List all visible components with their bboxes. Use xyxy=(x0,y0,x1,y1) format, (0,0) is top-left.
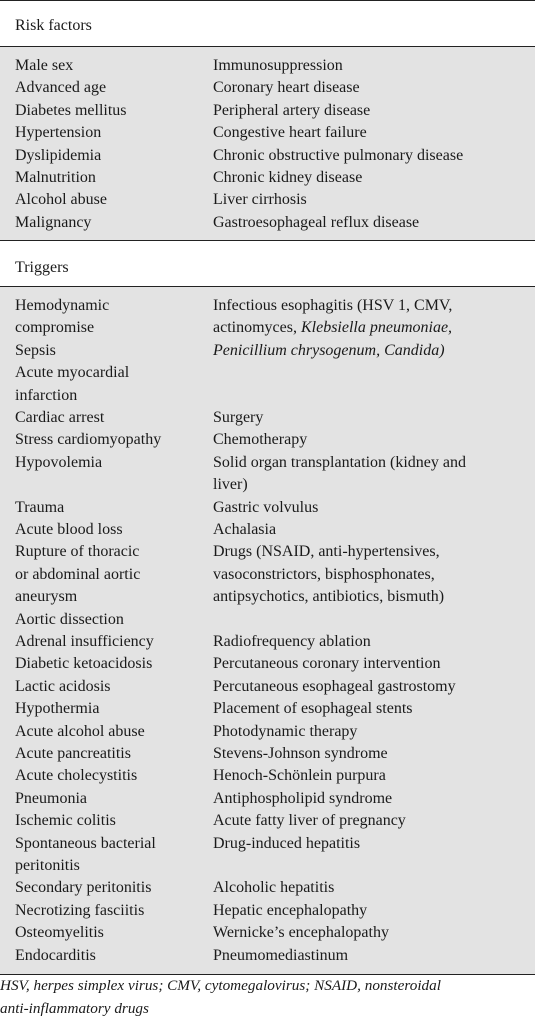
trigger-right xyxy=(213,765,528,787)
trigger-left xyxy=(15,810,205,832)
trigger-left-line: Adrenal insufficiency xyxy=(15,631,205,653)
trigger-left-line: Spontaneous bacterial xyxy=(15,833,205,855)
trigger-left xyxy=(15,900,205,922)
top-rule xyxy=(0,0,535,1)
trigger-left xyxy=(15,765,205,787)
trigger-left-line: infarction xyxy=(15,385,205,407)
trigger-right-line: Alcoholic hepatitis xyxy=(213,877,528,899)
trigger-left-line: aneurysm xyxy=(15,586,205,608)
trigger-right-line: Pneumomediastinum xyxy=(213,945,528,967)
trigger-right-line: Antiphospholipid syndrome xyxy=(213,788,528,810)
trigger-left xyxy=(15,497,205,519)
trigger-left xyxy=(15,631,205,653)
trigger-right-line: antipsychotics, antibiotics, bismuth) xyxy=(213,586,528,608)
trigger-right xyxy=(213,429,528,451)
trigger-right-line: Stevens-Johnson syndrome xyxy=(213,743,528,765)
trigger-left-line: Ischemic colitis xyxy=(15,810,205,832)
risk-factor-right: Congestive heart failure xyxy=(213,122,528,144)
trigger-right xyxy=(213,810,528,832)
trigger-left-line: Rupture of thoracic xyxy=(15,541,205,563)
trigger-right xyxy=(213,497,528,519)
trigger-left-line: Acute alcohol abuse xyxy=(15,721,205,743)
risk-factor-left: Advanced age xyxy=(15,77,205,99)
risk-factor-right: Chronic obstructive pulmonary disease xyxy=(213,145,528,167)
trigger-left xyxy=(15,429,205,451)
trigger-left-line: Necrotizing fasciitis xyxy=(15,900,205,922)
trigger-left xyxy=(15,541,205,631)
trigger-left-line: Acute cholecystitis xyxy=(15,765,205,787)
triggers-body xyxy=(0,287,535,974)
trigger-left xyxy=(15,295,205,407)
risk-factors-body xyxy=(0,47,535,240)
risk-factor-right: Peripheral artery disease xyxy=(213,100,528,122)
trigger-right xyxy=(213,877,528,899)
trigger-left xyxy=(15,519,205,541)
trigger-left xyxy=(15,676,205,698)
risk-factor-left: Hypertension xyxy=(15,122,205,144)
trigger-left xyxy=(15,721,205,743)
trigger-right-line: Gastric volvulus xyxy=(213,497,528,519)
trigger-left xyxy=(15,743,205,765)
trigger-right xyxy=(213,452,528,497)
trigger-right-line: Surgery xyxy=(213,407,528,429)
trigger-right-line: Hepatic encephalopathy xyxy=(213,900,528,922)
trigger-left-line: Cardiac arrest xyxy=(15,407,205,429)
risk-factor-left: Diabetes mellitus xyxy=(15,100,205,122)
trigger-right xyxy=(213,676,528,698)
trigger-right-line: Wernicke’s encephalopathy xyxy=(213,922,528,944)
footnote-line: HSV, herpes simplex virus; CMV, cytomegalovirus; NSAID, nonsteroidal xyxy=(0,975,535,998)
trigger-right-line: Henoch-Schönlein purpura xyxy=(213,765,528,787)
trigger-left-line: Aortic dissection xyxy=(15,609,205,631)
risk-factor-right: Gastroesophageal reflux disease xyxy=(213,212,528,234)
trigger-left-line: Trauma xyxy=(15,497,205,519)
trigger-right-line: Percutaneous esophageal gastrostomy xyxy=(213,676,528,698)
trigger-right-line: Solid organ transplantation (kidney and xyxy=(213,452,528,474)
trigger-right-line: actinomyces, Klebsiella pneumoniae, xyxy=(213,317,528,339)
risk-factor-left: Male sex xyxy=(15,55,205,77)
trigger-right xyxy=(213,407,528,429)
footnote-line: anti-inflammatory drugs xyxy=(0,998,535,1020)
trigger-left-line: Secondary peritonitis xyxy=(15,877,205,899)
trigger-left xyxy=(15,653,205,675)
trigger-right xyxy=(213,833,528,855)
trigger-left-line: Lactic acidosis xyxy=(15,676,205,698)
table-footnote xyxy=(0,975,535,1020)
trigger-left-line: Stress cardiomyopathy xyxy=(15,429,205,451)
trigger-right xyxy=(213,295,528,362)
trigger-right-line: Drugs (NSAID, anti-hypertensives, xyxy=(213,541,528,563)
risk-factor-right: Chronic kidney disease xyxy=(213,167,528,189)
trigger-left xyxy=(15,833,205,878)
trigger-left-line: compromise xyxy=(15,317,205,339)
trigger-left-line: Diabetic ketoacidosis xyxy=(15,653,205,675)
trigger-left xyxy=(15,877,205,899)
trigger-left-line: Endocarditis xyxy=(15,945,205,967)
trigger-right xyxy=(213,519,528,541)
trigger-right-line: Chemotherapy xyxy=(213,429,528,451)
triggers-header: Triggers xyxy=(15,257,69,279)
risk-factor-right: Immunosuppression xyxy=(213,55,528,77)
trigger-left xyxy=(15,922,205,944)
risk-factor-right: Coronary heart disease xyxy=(213,77,528,99)
trigger-right xyxy=(213,900,528,922)
risk-body-rule xyxy=(0,240,535,241)
trigger-left-line: Hemodynamic xyxy=(15,295,205,317)
risk-factor-left: Dyslipidemia xyxy=(15,145,205,167)
trigger-right xyxy=(213,945,528,967)
trigger-left xyxy=(15,698,205,720)
trigger-left xyxy=(15,407,205,429)
risk-factor-right: Liver cirrhosis xyxy=(213,189,528,211)
trigger-left-line: Hypothermia xyxy=(15,698,205,720)
trigger-left xyxy=(15,945,205,967)
trigger-right-line: Radiofrequency ablation xyxy=(213,631,528,653)
risk-factor-left: Alcohol abuse xyxy=(15,189,205,211)
trigger-right xyxy=(213,653,528,675)
trigger-right-line: Achalasia xyxy=(213,519,528,541)
risk-factors-header: Risk factors xyxy=(15,15,92,37)
trigger-right xyxy=(213,721,528,743)
trigger-right-line: Percutaneous coronary intervention xyxy=(213,653,528,675)
trigger-right xyxy=(213,698,528,720)
trigger-right-line: Placement of esophageal stents xyxy=(213,698,528,720)
trigger-left-line: Pneumonia xyxy=(15,788,205,810)
trigger-right-line: Acute fatty liver of pregnancy xyxy=(213,810,528,832)
trigger-left-line: Sepsis xyxy=(15,340,205,362)
trigger-left-line: peritonitis xyxy=(15,855,205,877)
trigger-left-line: or abdominal aortic xyxy=(15,564,205,586)
trigger-right xyxy=(213,743,528,765)
trigger-right xyxy=(213,631,528,653)
trigger-right-line: liver) xyxy=(213,474,528,496)
trigger-left xyxy=(15,452,205,474)
trigger-right-line: Penicillium chrysogenum, Candida) xyxy=(213,340,528,362)
trigger-right-line: Photodynamic therapy xyxy=(213,721,528,743)
risk-factor-left: Malignancy xyxy=(15,212,205,234)
trigger-left-line: Acute pancreatitis xyxy=(15,743,205,765)
trigger-left-line: Hypovolemia xyxy=(15,452,205,474)
trigger-right xyxy=(213,541,528,608)
trigger-right-line: vasoconstrictors, bisphosphonates, xyxy=(213,564,528,586)
trigger-left-line: Osteomyelitis xyxy=(15,922,205,944)
trigger-right xyxy=(213,788,528,810)
risk-factor-left: Malnutrition xyxy=(15,167,205,189)
trigger-right xyxy=(213,922,528,944)
trigger-left xyxy=(15,788,205,810)
trigger-right-line: Infectious esophagitis (HSV 1, CMV, xyxy=(213,295,528,317)
trigger-left-line: Acute blood loss xyxy=(15,519,205,541)
trigger-right-line: Drug-induced hepatitis xyxy=(213,833,528,855)
trigger-left-line: Acute myocardial xyxy=(15,362,205,384)
